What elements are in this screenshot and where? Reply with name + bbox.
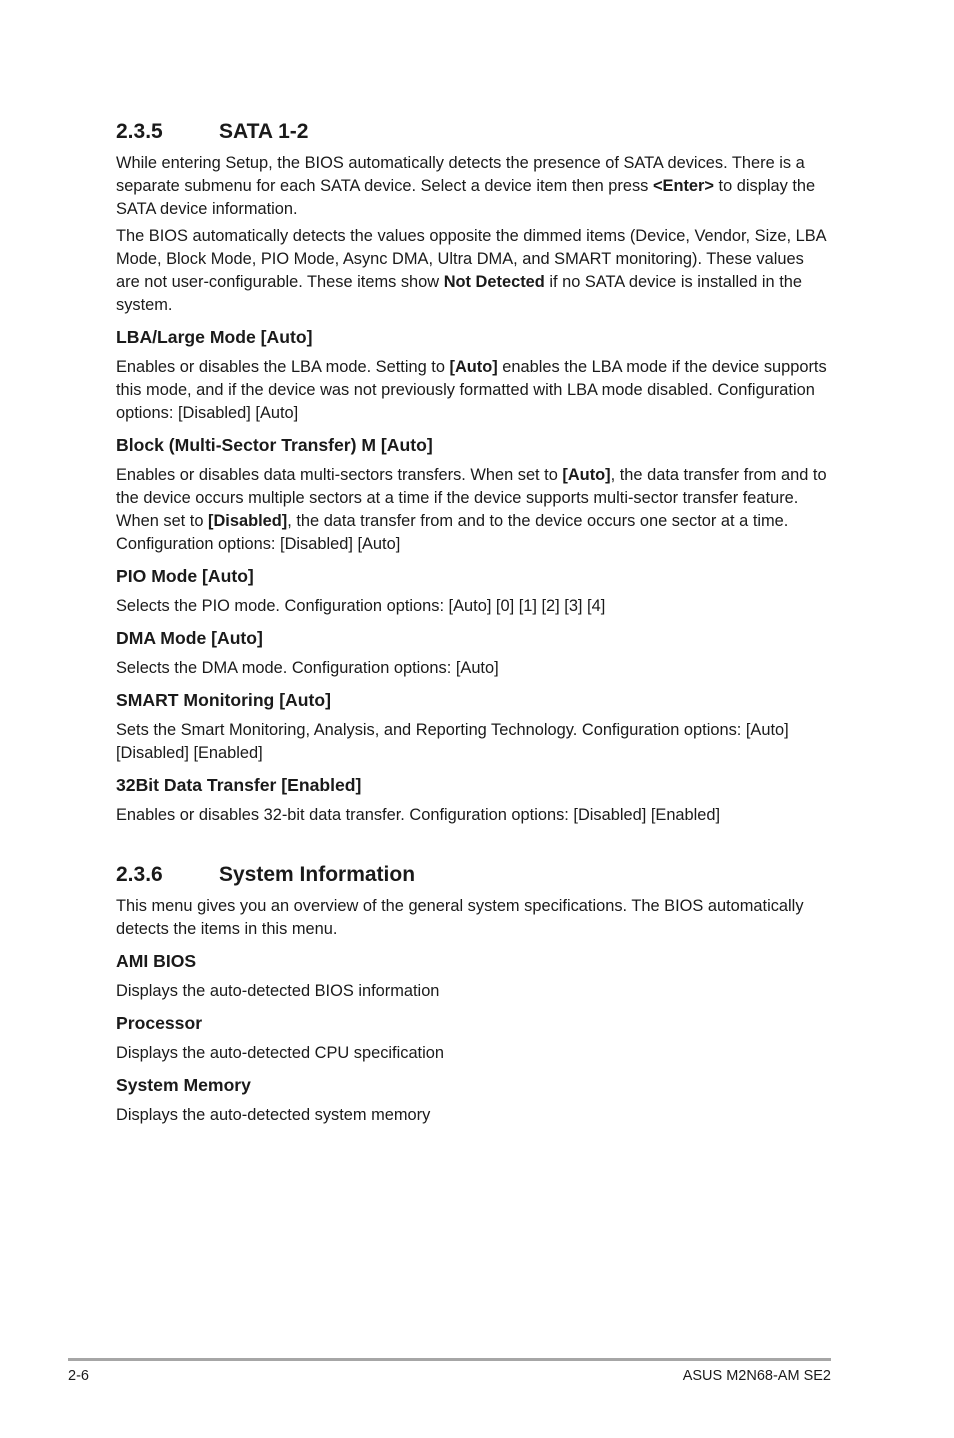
option-title: Block (Multi-Sector Transfer) M [Auto] xyxy=(116,435,433,455)
body-text: While entering Setup, the BIOS automatically detects the presence of SATA devices. There is a separate submenu for each SATA device. Select a device item then press xyxy=(116,154,805,195)
section-2-3-5-title xyxy=(116,118,830,146)
body-text: Enables or disables data multi-sectors transfers. When set to xyxy=(116,466,563,484)
section-2-3-6-title xyxy=(116,861,830,889)
footer-rule xyxy=(68,1358,831,1361)
option-title: SMART Monitoring [Auto] xyxy=(116,690,331,710)
body-text: , the data transfer from and to the device occurs one sector at a time. Configuration options: [Disabled] [Auto] xyxy=(116,512,789,553)
section-name: System Information xyxy=(219,863,416,886)
emphasis-text: [Auto] xyxy=(562,466,611,484)
emphasis-text: <Enter> xyxy=(652,177,714,195)
section-2-3-5-paragraph-1 xyxy=(116,152,830,221)
option-title: DMA Mode [Auto] xyxy=(116,628,263,648)
body-text: enables the LBA mode if the device supports this mode, and if the device was not previously formatted with LBA mode disabled. Configuration options: [Disabled] [Auto] xyxy=(116,358,827,422)
body-text: Displays the auto-detected BIOS information xyxy=(116,982,440,1000)
body-text: Displays the auto-detected CPU specification xyxy=(116,1044,444,1062)
option-description xyxy=(116,464,830,556)
section-2-3-6-paragraph-1 xyxy=(116,895,830,941)
body-text: Selects the DMA mode. Configuration options: [Auto] xyxy=(116,659,499,677)
body-text: Displays the auto-detected system memory xyxy=(116,1106,431,1124)
section-2-3-5-paragraph-2 xyxy=(116,225,830,317)
option-title: PIO Mode [Auto] xyxy=(116,566,254,586)
option-description xyxy=(116,1104,830,1127)
option-title: System Memory xyxy=(116,1075,251,1095)
body-text: Selects the PIO mode. Configuration options: [Auto] [0] [1] [2] [3] [4] xyxy=(116,597,606,615)
option-description xyxy=(116,356,830,425)
emphasis-text: Not Detected xyxy=(443,273,545,291)
option-description xyxy=(116,804,830,827)
option-description xyxy=(116,719,830,765)
option-description xyxy=(116,657,830,680)
body-text: This menu gives you an overview of the general system specifications. The BIOS automatically detects the items in this menu. xyxy=(116,897,804,938)
option-title: AMI BIOS xyxy=(116,951,197,971)
option-title: LBA/Large Mode [Auto] xyxy=(116,327,313,347)
page-content xyxy=(116,118,830,1127)
page-number: 2-6 xyxy=(68,1368,89,1384)
option-description xyxy=(116,595,830,618)
option-description xyxy=(116,980,830,1003)
section-number: 2.3.5 xyxy=(116,120,163,143)
option-title: Processor xyxy=(116,1013,203,1033)
option-description xyxy=(116,1042,830,1065)
body-text: , the data transfer from and to the device occurs multiple sectors at a time if the device supports multi-sector transfer feature. When set to xyxy=(116,466,827,530)
emphasis-text: [Disabled] xyxy=(208,512,288,530)
body-text: to display the SATA device information. xyxy=(116,177,816,218)
section-2-3-6-items xyxy=(116,949,830,1127)
body-text: Enables or disables 32-bit data transfer. Configuration options: [Disabled] [Enabled] xyxy=(116,806,721,824)
body-text: Enables or disables the LBA mode. Setting to xyxy=(116,358,450,376)
section-number: 2.3.6 xyxy=(116,863,163,886)
section-spacer xyxy=(116,827,830,861)
body-text: The BIOS automatically detects the values opposite the dimmed items (Device, Vendor, Size, LBA Mode, Block Mode, PIO Mode, Async DMA, Ultra DMA, and SMART monitoring). These values are not user-configurable. These items show xyxy=(116,227,826,291)
body-text: Sets the Smart Monitoring, Analysis, and Reporting Technology. Configuration options: [Auto] [Disabled] [Enabled] xyxy=(116,721,789,762)
section-2-3-5-items xyxy=(116,325,830,827)
section-name: SATA 1-2 xyxy=(219,120,309,143)
product-name: ASUS M2N68-AM SE2 xyxy=(682,1368,831,1384)
emphasis-text: [Auto] xyxy=(449,358,498,376)
option-title: 32Bit Data Transfer [Enabled] xyxy=(116,775,362,795)
body-text: if no SATA device is installed in the system. xyxy=(116,273,803,314)
